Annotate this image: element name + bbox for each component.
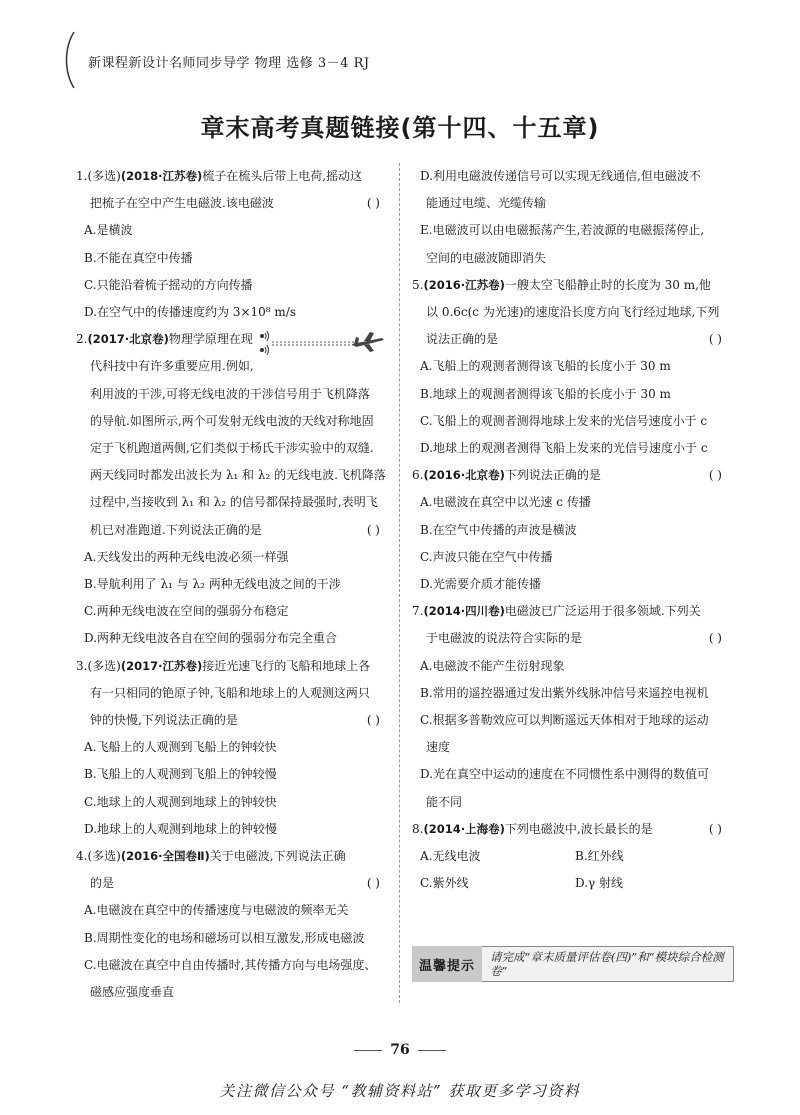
- option-d: D.在空气中的传播速度约为 3×10⁸ m/s: [84, 305, 296, 320]
- option-d: D.两种无线电波各自在空间的强弱分布完全重合: [84, 631, 338, 646]
- option-b: B.红外线: [575, 849, 624, 864]
- runway-antenna-figure: [256, 328, 388, 368]
- page-number-row: [0, 1042, 800, 1058]
- answer-bracket: ( ): [366, 196, 380, 211]
- option-b: B.地球上的观测者测得该飞船的长度小于 30 m: [420, 386, 671, 401]
- question-3: 3.(多选)(2017·江苏卷)接近光速飞行的飞船和地球上各 有一只相同的铯原子钟,飞船和地球上的人观测这两只 钟的快慢,下列说法正确的是 ( ) A.飞船上的人观测到飞船上的钟较快 B.飞船上的人观测到飞船上的钟较慢 C.地球上的人观测到地球上的钟较快 D.地球上的人观测到地球上的钟较慢: [76, 653, 388, 843]
- option-c: C.电磁波在真空中自由传播时,其传播方向与电场强度、: [84, 957, 377, 972]
- left-column: [76, 163, 388, 1006]
- footer-watermark: 关注微信公众号 “教辅资料站” 获取更多学习资料: [219, 1082, 581, 1100]
- option-e: E.电磁波可以由电磁振荡产生,若波源的电磁振荡停止,: [420, 223, 705, 238]
- option-b: B.常用的遥控器通过发出紫外线脉冲信号来遥控电视机: [420, 685, 709, 700]
- answer-bracket: ( ): [708, 468, 722, 483]
- question-4: 4.(多选)(2016·全国卷Ⅱ)关于电磁波,下列说法正确 的是 ( ) A.电磁波在真空中的传播速度与电磁波的频率无关 B.周期性变化的电场和磁场可以相互激发,形成电磁波 C.电磁波在真空中自由传播时,其传播方向与电场强度、 磁感应强度垂直: [76, 843, 388, 1006]
- column-divider: [399, 163, 400, 1003]
- answer-bracket: ( ): [708, 332, 722, 347]
- option-d: D.γ 射线: [575, 876, 623, 891]
- option-d: D.地球上的人观测到地球上的钟较慢: [84, 821, 278, 836]
- option-e-cont: 空间的电磁波随即消失: [426, 250, 547, 265]
- right-column: [412, 163, 730, 897]
- option-a: A.电磁波在真空中以光速 c 传播: [420, 495, 591, 510]
- option-c: C.紫外线: [420, 876, 469, 891]
- option-c: C.根据多普勒效应可以判断遥远天体相对于地球的运动: [420, 713, 709, 728]
- page-number: 76: [390, 1042, 410, 1058]
- option-a: A.飞船上的观测者测得该飞船的长度小于 30 m: [420, 359, 671, 374]
- option-d: D.地球上的观测者测得飞船上发来的光信号速度小于 c: [420, 441, 708, 456]
- option-a: A.飞船上的人观测到飞船上的钟较快: [84, 740, 277, 755]
- option-a: A.无线电波: [420, 849, 481, 864]
- header-bracket-decoration: [60, 30, 80, 90]
- question-8: 8.(2014·上海卷)下列电磁波中,波长最长的是 ( ) A.无线电波 B.红外线 C.紫外线 D.γ 射线: [412, 816, 730, 898]
- question-7: 7.(2014·四川卷)电磁波已广泛运用于很多领域.下列关 于电磁波的说法符合实际的是 ( ) A.电磁波不能产生衍射现象 B.常用的遥控器通过发出紫外线脉冲信号来遥控电视机 C.根据多普勒效应可以判断遥远天体相对于地球的运动 速度 D.光在真空中运动的速度在不同惯性系中测得的数值可 能不同: [412, 598, 730, 816]
- option-c: C.两种无线电波在空间的强弱分布稳定: [84, 604, 289, 619]
- option-d: D.利用电磁波传递信号可以实现无线通信,但电磁波不: [420, 169, 701, 183]
- option-c-cont: 磁感应强度垂直: [90, 985, 175, 1000]
- question-1: 1.(多选)(2018·江苏卷)梳子在梳头后带上电荷,摇动这 把梳子在空中产生电磁波.该电磁波 ( ) A.是横波 B.不能在真空中传播 C.只能沿着梳子摇动的方向传播 D.在空气中的传播速度约为 3×10⁸ m/s: [76, 163, 388, 326]
- q4-source: (2016·全国卷Ⅱ): [120, 849, 210, 864]
- q8-source: (2014·上海卷): [423, 821, 505, 836]
- answer-bracket: ( ): [366, 876, 380, 891]
- answer-bracket: ( ): [366, 522, 380, 537]
- answer-bracket: ( ): [708, 821, 722, 836]
- antenna-icon: [261, 331, 269, 355]
- book-header: 新课程新设计名师同步导学 物理 选修 3－4 RJ: [88, 56, 370, 71]
- option-d: D.光在真空中运动的速度在不同惯性系中测得的数值可: [420, 767, 710, 782]
- page-title: 章末高考真题链接(第十四、十五章): [200, 114, 600, 142]
- reminder-box: [412, 946, 734, 982]
- option-b: B.飞船上的人观测到飞船上的钟较慢: [84, 767, 277, 782]
- options-row-2: [412, 870, 730, 897]
- q1-source: (2018·江苏卷): [120, 169, 203, 183]
- question-6: 6.(2016·北京卷)下列说法正确的是 ( ) A.电磁波在真空中以光速 c 传播 B.在空气中传播的声波是横波 C.声波只能在空气中传播 D.光需要介质才能传播: [412, 462, 730, 598]
- q7-source: (2014·四川卷): [423, 604, 505, 619]
- option-b: B.不能在真空中传播: [84, 250, 193, 265]
- q3-source: (2017·江苏卷): [120, 658, 203, 673]
- option-c: C.地球上的人观测到地球上的钟较快: [84, 794, 277, 809]
- q5-source: (2016·江苏卷): [423, 277, 505, 292]
- options-row-1: [412, 843, 730, 870]
- airplane-icon: [352, 332, 384, 352]
- option-c: C.只能沿着梳子摇动的方向传播: [84, 277, 253, 292]
- reminder-text: 请完成“章末质量评估卷(四)”和“模块综合检测卷”: [482, 946, 734, 982]
- option-d-cont: 能不同: [426, 794, 463, 809]
- question-4-continued: [412, 163, 730, 272]
- option-b: B.周期性变化的电场和磁场可以相互激发,形成电磁波: [84, 930, 365, 945]
- question-2: 2.(2017·北京卷)物理学原理在现 代科技中有许多重要应用.例如, 利用波的干涉,可将无线电波的干涉信号用于飞机降落 的导航.如图所示,两个可发射无线电波的天线对称地固 定于飞机跑道两侧,它们类似于杨氏干涉实验中的双缝. 两天线同时都发出波长为 λ₁ 和 λ₂ 的无线电波.飞机降落 过程中,当接收到 λ₁ 和 λ₂ 的信号都保持最强时,表明飞 机已对准跑道.下列说法正确的是 ( ) A.天线发出的两种无线电波必须一样强 B.导航利用了 λ₁ 与 λ₂ 两种无线电波之间的干涉 C.两种无线电波在空间的强弱分布稳定 D.两种无线电波各自在空间的强弱分布完全重合: [76, 326, 388, 652]
- option-a: A.电磁波不能产生衍射现象: [420, 658, 565, 673]
- answer-bracket: ( ): [708, 631, 722, 646]
- option-c: C.声波只能在空气中传播: [420, 549, 553, 564]
- option-c-cont: 速度: [426, 740, 451, 755]
- option-d-cont: 能通过电缆、光缆传输: [426, 196, 547, 211]
- q2-source: (2017·北京卷): [87, 332, 169, 347]
- divider: [418, 1050, 446, 1051]
- reminder-label: 温馨提示: [412, 946, 482, 982]
- option-a: A.是横波: [84, 223, 133, 238]
- option-a: A.天线发出的两种无线电波必须一样强: [84, 549, 289, 564]
- divider: [354, 1050, 382, 1051]
- q6-source: (2016·北京卷): [423, 468, 505, 483]
- answer-bracket: ( ): [366, 713, 380, 728]
- option-c: C.飞船上的观测者测得地球上发来的光信号速度小于 c: [420, 413, 708, 428]
- option-d: D.光需要介质才能传播: [420, 577, 542, 592]
- question-5: 5.(2016·江苏卷)一艘太空飞船静止时的长度为 30 m,他 以 0.6c(c 为光速)的速度沿长度方向飞行经过地球,下列 说法正确的是 ( ) A.飞船上的观测者测得该飞船的长度小于 30 m B.地球上的观测者测得该飞船的长度小于 30 m C.飞船上的观测者测得地球上发来的光信号速度小于 c D.地球上的观测者测得飞船上发来的光信号速度小于 c: [412, 272, 730, 462]
- option-a: A.电磁波在真空中的传播速度与电磁波的频率无关: [84, 903, 349, 918]
- option-b: B.导航利用了 λ₁ 与 λ₂ 两种无线电波之间的干涉: [84, 577, 341, 592]
- option-b: B.在空气中传播的声波是横波: [420, 522, 577, 537]
